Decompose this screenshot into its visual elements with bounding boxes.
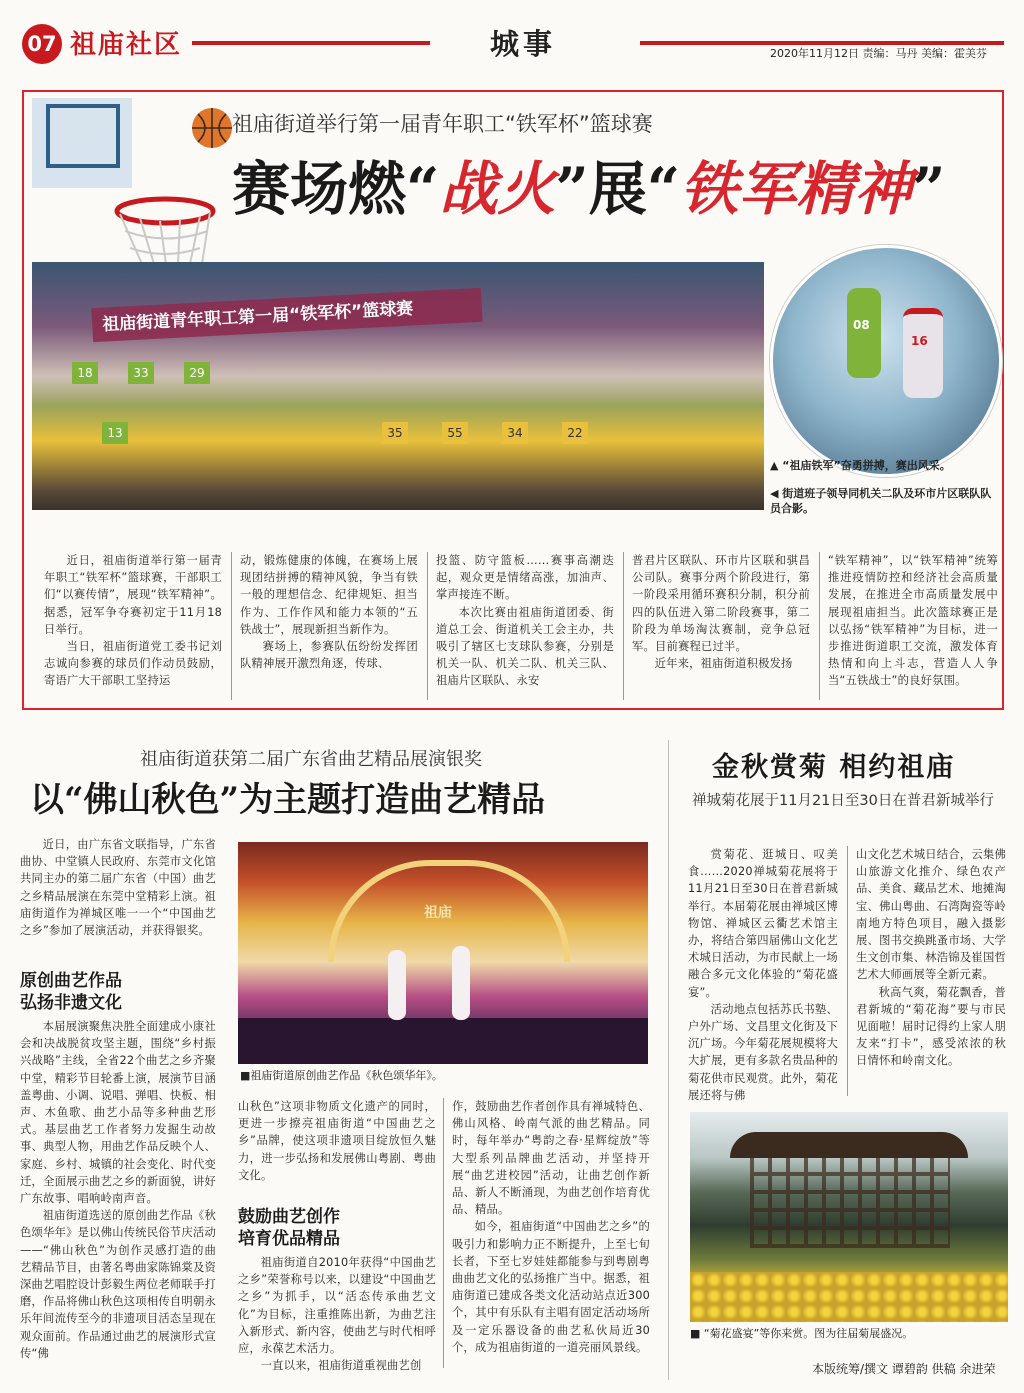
- column-divider: [231, 552, 232, 700]
- performer-right: [452, 946, 470, 1020]
- headline-highlight: 战火: [439, 155, 556, 223]
- jersey-number: 34: [502, 422, 528, 444]
- paragraph: “铁军精神”，以“铁军精神”统筹推进疫情防控和经济社会高质量发展，在推进全市高质量发展中展现祖庙担当。此次篮球赛正是以弘扬“铁军精神”为目标，进一步推进街道职工交流，激发体育热情和向上斗志，营造人人争当“五铁战士”的良好氛围。: [828, 554, 998, 688]
- player-red: [903, 308, 943, 398]
- masthead-rule-left: [192, 41, 430, 45]
- column-divider: [443, 1098, 444, 1368]
- story2-subhead-2: [238, 1206, 436, 1250]
- paragraph: 祖庙街道选送的原创曲艺作品《秋色颂华年》是以佛山传统民俗节庆活动——“佛山秋色”为创作灵感打造的曲艺精品节目，由著名粤曲家陈锦棠及资深曲艺唱腔设计彭毅生两位老师联手打磨，作品将佛山秋色这项相传自明朝永乐年间流传至今的非遗项目活态呈现在观众面前。作品通过曲艺的展演形式宣传“佛: [20, 1209, 216, 1360]
- jersey-number: 18: [72, 362, 98, 384]
- story2-headline: 以“佛山秋色”为主题打造曲艺精品: [30, 780, 546, 820]
- game-action-photo: [770, 245, 1002, 477]
- column-divider: [819, 552, 820, 700]
- photo-caption: ■ “菊花盛宴”等你来赏。图为往届菊展盛况。: [690, 1327, 914, 1340]
- story3-column-2: [856, 846, 1006, 1070]
- paragraph: 近日，由广东省文联指导，广东省曲协、中堂镇人民政府、东莞市文化馆共同主办的第二届广东省（中国）曲艺之乡精品展演在东莞中堂精彩上演。祖庙街道作为禅城区唯一一个“中国曲艺之乡”参加了展演活动，并获得银奖。: [20, 838, 216, 938]
- pavilion-roof: [730, 1132, 968, 1158]
- flower-bed: [690, 1272, 1008, 1322]
- subhead-line: 原创曲艺作品: [20, 971, 122, 991]
- story3-column-1: [688, 846, 838, 1104]
- photo-banner-text: 祖庙街道青年职工第一届“铁军杯”篮球赛: [101, 298, 414, 336]
- paragraph: 一直以来，祖庙街道重视曲艺创: [260, 1359, 422, 1373]
- story3-kicker: 禅城菊花展于11月21日至30日在普君新城举行: [692, 793, 994, 809]
- paragraph: 当日，祖庙街道党工委书记刘志诚向参赛的球员们作动员鼓励，寄语广大干部职工坚持运: [44, 640, 222, 688]
- story1-headline: [232, 142, 946, 226]
- paragraph: 普君片区联队、环市片区联和骐昌公司队。赛事分两个阶段进行，第一阶段采用循环赛积分制，积分前四的队伍进入第二阶段赛事，第二阶段为单场淘汰赛制，竞争总冠军。目前赛程已过半。: [632, 554, 810, 654]
- jersey-number: 33: [128, 362, 154, 384]
- story2-column-2b: [238, 1254, 436, 1374]
- story2-column-1: [20, 836, 216, 939]
- jersey-number: 35: [382, 422, 408, 444]
- paragraph: 赏菊花、逛城日、叹美食……2020禅城菊花展将于11月21日至30日在普君新城举行。本届菊花展由禅城区博物馆、禅城区云衢艺术馆主办，将结合第四届佛山文化艺术城日活动，为市民献上一场融合多元文化体验的“菊花盛宴”。: [688, 848, 838, 999]
- jersey-number: 29: [184, 362, 210, 384]
- paragraph: 祖庙街道自2010年获得“中国曲艺之乡”荣誉称号以来，以建设“中国曲艺之乡”为抓手，以“活态传承曲艺文化”为目标，注重推陈出新，为曲艺注入新形式、新内容，使曲艺与时代相呼应，永葆艺术活力。: [238, 1256, 436, 1356]
- subhead-line: 培育优品精品: [238, 1229, 340, 1249]
- subhead-line: 鼓励曲艺创作: [238, 1207, 340, 1227]
- page-credit: 本版统筹/撰文 谭碧韵 供稿 余进荣: [812, 1362, 996, 1376]
- story2-column-1b: [20, 1018, 216, 1362]
- jersey-number: 08: [853, 318, 870, 332]
- basketball-icon: [190, 106, 234, 150]
- paragraph: 本次比赛由祖庙街道团委、街道总工会、街道机关工会主办，共吸引了辖区七支球队参赛，分别是机关一队、机关二队、机关三队、祖庙片区联队、永安: [436, 605, 614, 688]
- paragraph: 活动地点包括苏氏书塾、户外广场、文昌里文化街及下沉广场。今年菊花展规模将大大扩展，更有多款名贵品种的菊花供市民观赏。此外，菊花展还将与佛: [688, 1002, 838, 1102]
- opera-stage-photo: [238, 842, 648, 1064]
- photo-caption: ▲ “祖庙铁军”奋勇拼搏，赛出风采。: [770, 459, 951, 472]
- headline-part: ”: [912, 155, 946, 223]
- players-row-front: [102, 422, 742, 462]
- subhead-line: 弘扬非遗文化: [20, 993, 122, 1013]
- story1-column-4: [632, 552, 810, 672]
- paragraph: 如今，祖庙街道“中国曲艺之乡”的吸引力和影响力正不断提升，上至七旬长者，下至七岁娃娃都能参与到粤剧粤曲曲艺文化的弘扬推广当中。据悉，祖庙街道已建成各类文化活动站点近300个，其中有乐队有主唱有固定活动场所及一定乐器设备的曲艺私伙局近30个，成为祖庙街道的一道亮丽风景线。: [452, 1220, 650, 1354]
- headline-part: ”展“: [555, 155, 681, 223]
- column-divider: [623, 552, 624, 700]
- paragraph: 近年来，祖庙街道积极发扬: [654, 657, 793, 671]
- story1-column-2: [240, 552, 418, 672]
- headline-highlight: 铁军精神: [680, 155, 913, 223]
- pavilion-lattice: [750, 1158, 950, 1248]
- paragraph: 赛场上，参赛队伍纷纷发挥团队精神展开激烈角逐，传球、: [240, 640, 418, 671]
- story1-column-1: [44, 552, 222, 690]
- photo-caption: ◀ 街道班子领导同机关二队及环市片区联队队员合影。: [770, 487, 992, 515]
- jersey-number: 16: [911, 334, 928, 348]
- column-divider: [427, 552, 428, 700]
- section-title: 城事: [490, 27, 557, 61]
- team-group-photo: [32, 262, 764, 510]
- jersey-number: 55: [442, 422, 468, 444]
- story2-kicker: 祖庙街道获第二届广东省曲艺精品展演银奖: [140, 749, 482, 770]
- story2-column-2: [238, 1098, 436, 1184]
- chrysanthemum-garden-photo: [690, 1112, 1008, 1322]
- stage-marquee: 祖庙: [424, 905, 452, 921]
- page-number-badge: 07: [22, 24, 62, 64]
- story-divider: [668, 740, 669, 1380]
- paragraph: 秋高气爽，菊花飘香，普君新城的“菊花海”要与市民见面啦！届时记得约上家人朋友来“打卡”，感受浓浓的秋日情怀和岭南文化。: [856, 985, 1006, 1068]
- newspaper-brand: 祖庙社区: [70, 30, 183, 60]
- stage-floor: [238, 1018, 648, 1064]
- issue-meta: 2020年11月12日 责编：马丹 美编：霍美芬: [770, 47, 987, 60]
- paragraph: 山文化艺术城日结合，云集佛山旅游文化推介、绿色农产品、美食、藏品艺术、地摊淘宝、佛山粤曲、石湾陶瓷等岭南地方特色项目，融入摄影展、图书交换跳蚤市场、大学生文创市集、林浩锦及崔国哲艺术大师画展等全新元素。: [856, 848, 1006, 982]
- paragraph: 近日，祖庙街道举行第一届青年职工“铁军杯”篮球赛，干部职工们“以赛传情”，展现“铁军精神”。据悉，冠军争夺赛初定于11月18日举行。: [44, 554, 222, 636]
- story1-kicker: 祖庙街道举行第一届青年职工“铁军杯”篮球赛: [232, 112, 653, 136]
- story1-column-3: [436, 552, 614, 690]
- story2-subhead-1: [20, 970, 216, 1014]
- performer-left: [388, 950, 406, 1020]
- photo-caption: ■祖庙街道原创曲艺作品《秋色颂华年》。: [240, 1069, 443, 1082]
- paragraph: 作，鼓励曲艺作者创作具有禅城特色、佛山风格、岭南气派的曲艺精品。同时，每年举办“粤韵之春·星辉绽放”等大型系列品牌曲艺活动，并坚持开展“曲艺进校园”活动，让曲艺创作新品、新人不断涌现，为曲艺创作培育优品、精品。: [452, 1100, 650, 1217]
- paragraph: 动，锻炼健康的体魄，在赛场上展现团结拼搏的精神风貌，争当有铁一般的理想信念、纪律规矩、担当作为、工作作风和能力本领的“五铁战士”，展现新担当新作为。: [240, 554, 418, 636]
- story3-headline: 金秋赏菊 相约祖庙: [712, 752, 956, 783]
- story1-column-5: [828, 552, 998, 690]
- paragraph: 本届展演聚焦决胜全面建成小康社会和决战脱贫攻坚主题，围绕“乡村振兴战略”主线，全省22个曲艺之乡齐聚中堂，精彩节目轮番上演，展演节目涵盖粤曲、小调、说唱、弹唱、快板、相声、木鱼歌、曲艺小品等多种曲艺形式。基层曲艺工作者努力发掘生动故事、典型人物，用曲艺作品反映个人、家庭、乡村、城镇的社会变化、时代变迁，全面展示曲艺之乡的新面貌，讲好广东故事、唱响岭南声音。: [20, 1020, 216, 1206]
- jersey-number: 13: [102, 422, 128, 444]
- paragraph: 山秋色”这项非物质文化遗产的同时，更进一步擦亮祖庙街道“中国曲艺之乡”品牌，使这项非遗项目绽放恒久魅力，进一步弘扬和发展佛山粤剧、粤曲文化。: [238, 1100, 436, 1182]
- story2-column-3: [452, 1098, 650, 1356]
- column-divider: [847, 846, 848, 1096]
- player-green: [847, 288, 881, 378]
- players-row-back: [72, 342, 712, 402]
- paragraph: 投篮、防守篮板……赛事高潮迭起，观众更是情绪高涨，加油声、掌声接连不断。: [436, 554, 614, 602]
- headline-part: 赛场燃“: [232, 155, 440, 223]
- jersey-number: 22: [562, 422, 588, 444]
